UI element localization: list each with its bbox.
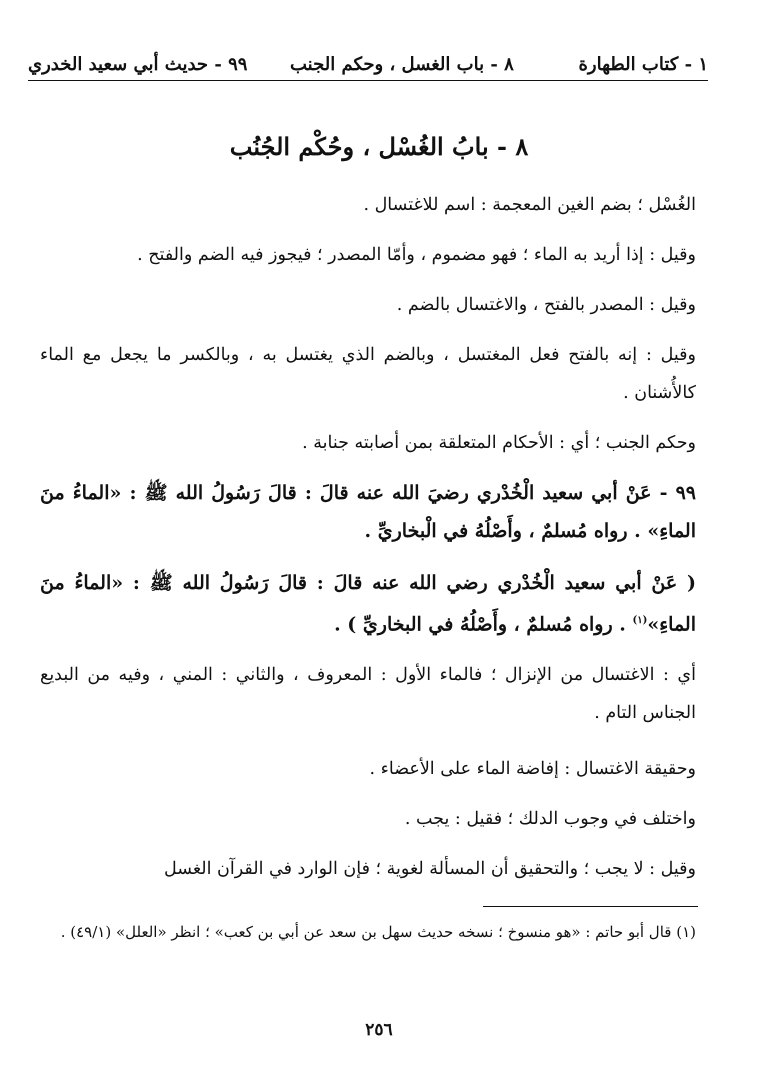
paragraph-junub-ruling: وحكم الجنب ؛ أي : الأحكام المتعلقة بمن أصابته جنابة . <box>302 433 696 453</box>
paragraph-opinion-1: وقيل : إذا أريد به الماء ؛ فهو مضموم ، وأمّا المصدر ؛ فيجوز فيه الضم والفتح . <box>137 245 696 265</box>
footnote-text: (١) قال أبو حاتم : «هو منسوخ ؛ نسخه حديث سهل بن سعد عن أبي بن كعب» ؛ انظر «العلل» (٤٩/١) . <box>60 923 696 941</box>
paragraph-explanation: أي : الاغتسال من الإنزال ؛ فالماء الأول : المعروف ، والثاني : المني ، وفيه من البديع الجناس التام . <box>40 665 696 723</box>
chapter-heading: ٨ - بابُ الغُسْل ، وحُكْم الجُنُب <box>229 132 529 161</box>
footnote-marker: (١) <box>632 615 648 626</box>
hadith-quote-part-1: ( عَنْ أبي سعيد الْخُدْري رضي الله عنه قالَ : قالَ رَسُولُ الله ﷺ : «الماءُ منَ الماءِ» <box>40 572 696 636</box>
header-hadith-title: ٩٩ - حديث أبي سعيد الخدري <box>28 54 248 75</box>
footnote-separator <box>483 906 698 907</box>
paragraph-rubbing-not-required: وقيل : لا يجب ؛ والتحقيق أن المسألة لغوية ؛ فإن الوارد في القرآن الغسل <box>163 859 696 879</box>
header-chapter-title: ٨ - باب الغسل ، وحكم الجنب <box>290 54 514 75</box>
paragraph-definition: الغُسْل ؛ بضم الغين المعجمة : اسم للاغتسال . <box>363 195 696 215</box>
page-number: ٢٥٦ <box>365 1020 393 1040</box>
hadith-99-text: ٩٩ - عَنْ أبي سعيد الْخُدْري رضيَ الله عنه قالَ : قالَ رَسُولُ الله ﷺ : «الماءُ منَ الماءِ» . رواه مُسلمٌ ، وأَصْلُهُ في الْبخاريِّ . <box>40 482 696 542</box>
paragraph-opinion-3: وقيل : إنه بالفتح فعل المغتسل ، وبالضم الذي يغتسل به ، وبالكسر ما يجعل مع الماء كالأُشنان . <box>40 345 696 403</box>
running-header <box>28 46 708 81</box>
header-book-title: ١ - كتاب الطهارة <box>578 54 708 75</box>
paragraph-rubbing-disagreement: واختلف في وجوب الدلك ؛ فقيل : يجب . <box>404 809 696 829</box>
hadith-99-commentary-quote <box>40 564 696 643</box>
paragraph-opinion-2: وقيل : المصدر بالفتح ، والاغتسال بالضم . <box>396 295 696 315</box>
paragraph-reality-of-ghusl: وحقيقة الاغتسال : إفاضة الماء على الأعضاء . <box>369 759 696 779</box>
hadith-quote-part-2: . رواه مُسلمٌ ، وأَصْلُهُ في البخاريِّ ) . <box>334 613 633 636</box>
